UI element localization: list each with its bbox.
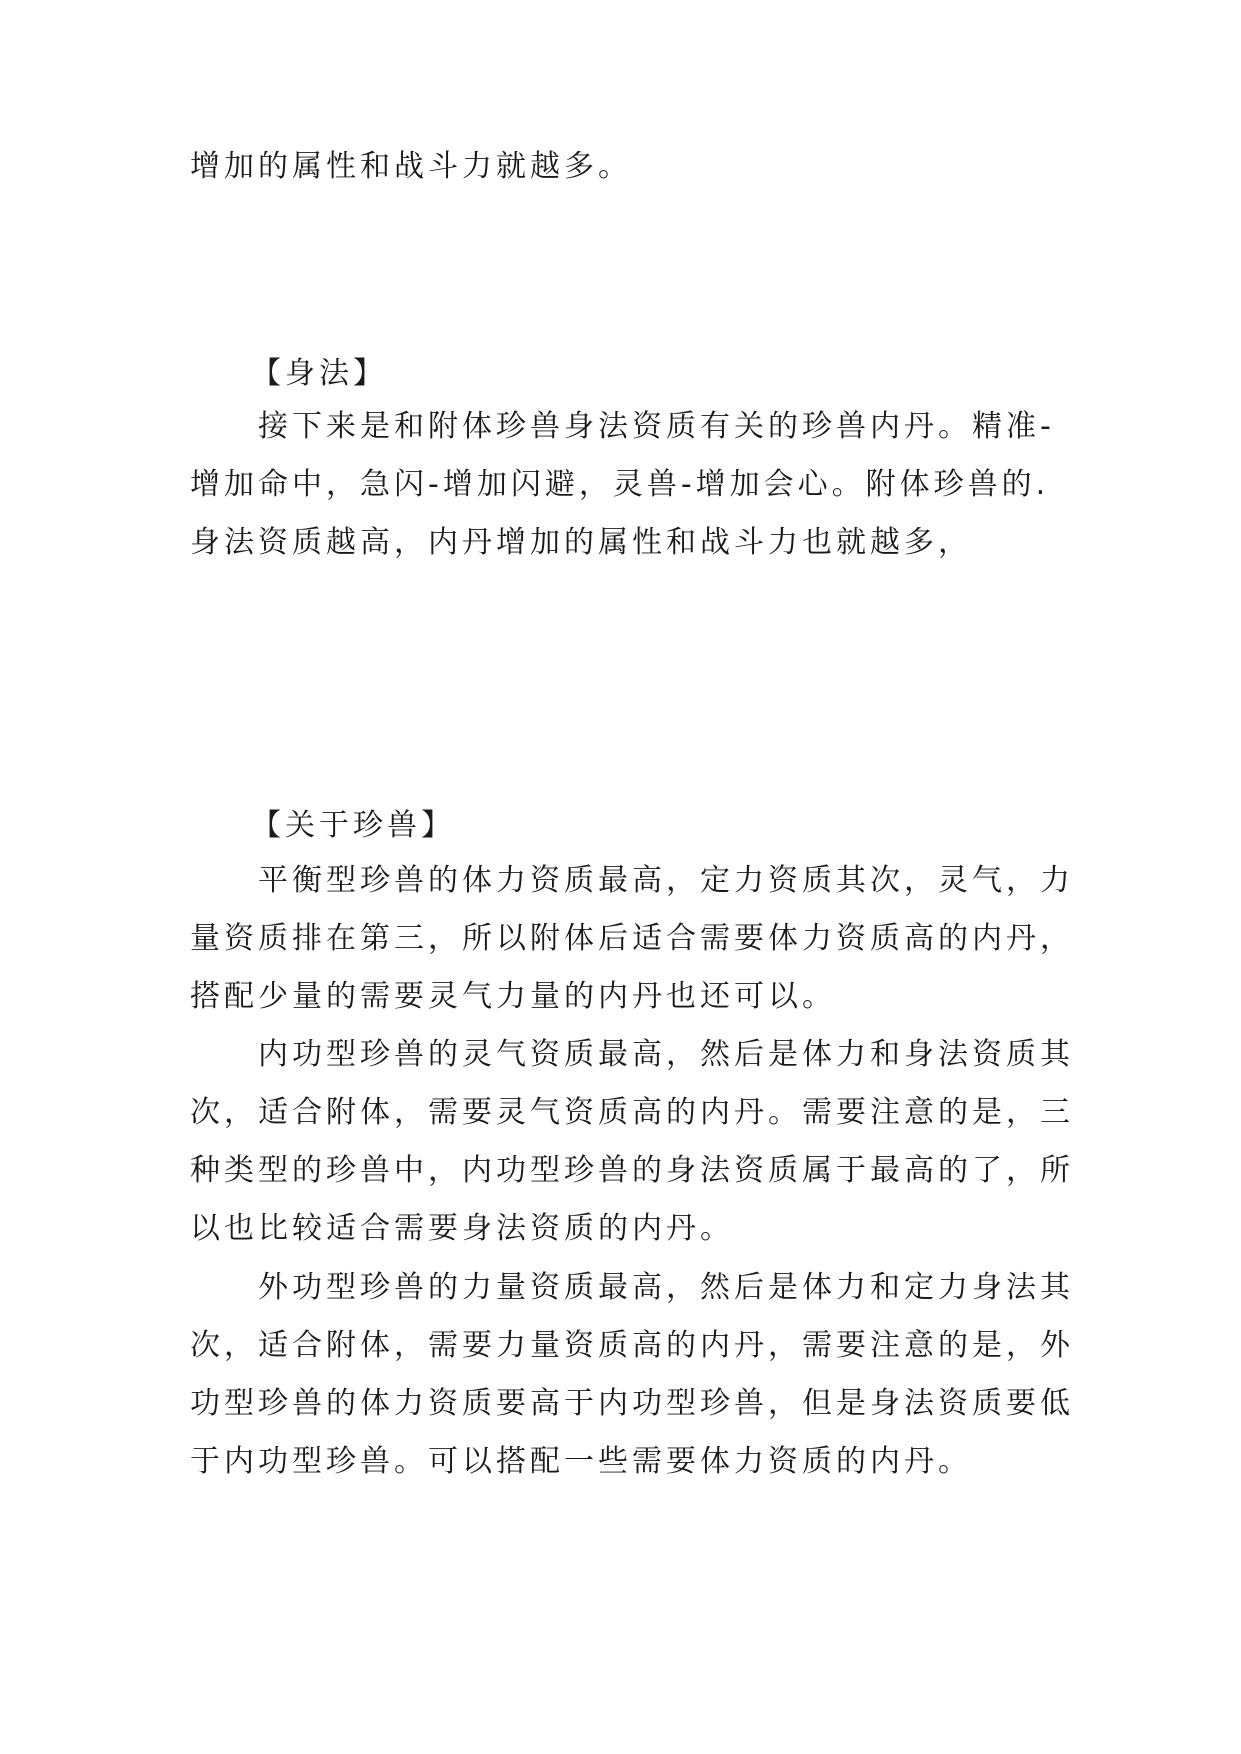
section-heading-pets: 【关于珍兽】 bbox=[251, 808, 455, 843]
text-line: 于内功型珍兽。可以搭配一些需要体力资质的内丹。 bbox=[190, 1444, 972, 1479]
text-line: 增加的属性和战斗力就越多。 bbox=[190, 149, 632, 184]
text-line: 次，适合附体，需要灵气资质高的内丹。需要注意的是，三 bbox=[190, 1095, 1074, 1130]
pets-paragraph-balanced bbox=[190, 852, 1074, 1026]
text-line: 以也比较适合需要身法资质的内丹。 bbox=[190, 1211, 734, 1246]
text-line: 量资质排在第三，所以附体后适合需要体力资质高的内丹， bbox=[190, 921, 1074, 956]
section-heading-shenfa: 【身法】 bbox=[251, 356, 387, 391]
text-line: 功型珍兽的体力资质要高于内功型珍兽，但是身法资质要低 bbox=[190, 1386, 1074, 1421]
text-line: 身法资质越高，内丹增加的属性和战斗力也就越多， bbox=[190, 525, 972, 560]
text-line: 平衡型珍兽的体力资质最高，定力资质其次，灵气，力 bbox=[258, 863, 1074, 898]
pets-paragraph-external bbox=[190, 1259, 1074, 1491]
text-line: 种类型的珍兽中，内功型珍兽的身法资质属于最高的了，所 bbox=[190, 1153, 1074, 1188]
text-line: 搭配少量的需要灵气力量的内丹也还可以。 bbox=[190, 979, 836, 1014]
text-line: 内功型珍兽的灵气资质最高，然后是体力和身法资质其 bbox=[258, 1037, 1074, 1072]
text-line: 外功型珍兽的力量资质最高，然后是体力和定力身法其 bbox=[258, 1270, 1074, 1305]
intro-tail-paragraph bbox=[190, 138, 1070, 196]
text-line: 增加命中，急闪-增加闪避，灵兽-增加会心。附体珍兽的. bbox=[190, 467, 1050, 502]
pets-paragraph-internal bbox=[190, 1026, 1074, 1258]
text-line: 次，适合附体，需要力量资质高的内丹，需要注意的是，外 bbox=[190, 1328, 1074, 1363]
shenfa-paragraph bbox=[190, 398, 1070, 572]
text-line: 接下来是和附体珍兽身法资质有关的珍兽内丹。精准- bbox=[258, 409, 1055, 444]
